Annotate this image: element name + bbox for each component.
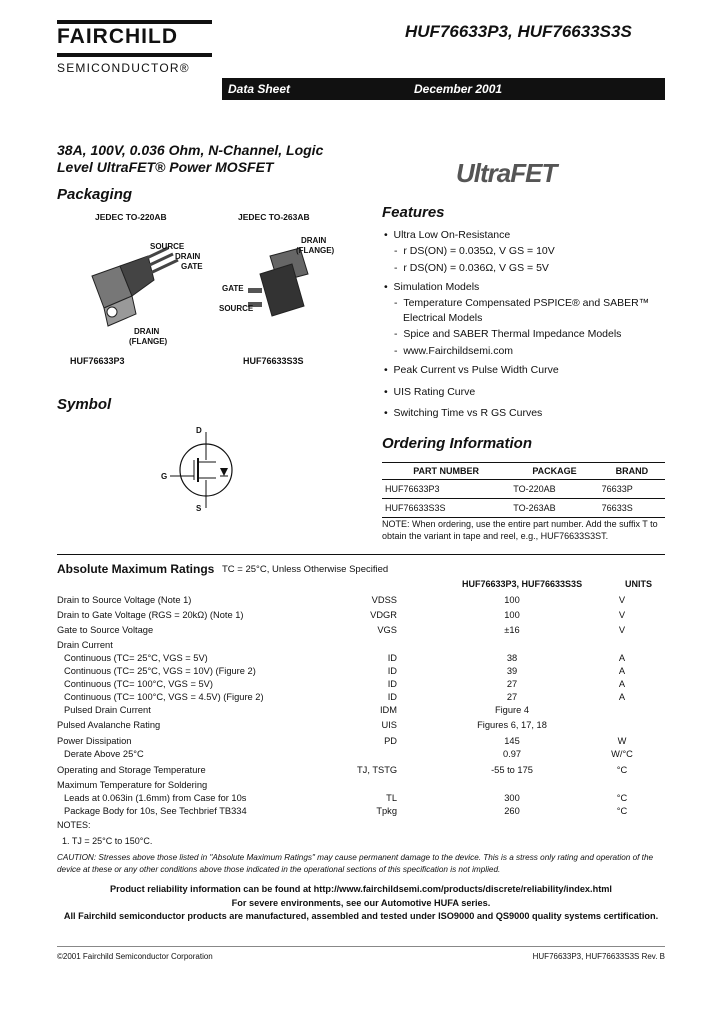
- amr-row: Gate to Source Voltage VGS ±16 V: [57, 625, 626, 635]
- to263-package-icon: [248, 248, 308, 316]
- pkg1-source-label: SOURCE: [150, 242, 185, 251]
- symbol-pin-s: S: [196, 504, 202, 513]
- amr-row: Pulsed Avalanche Rating UIS Figures 6, 17, 18: [57, 720, 547, 730]
- footer-divider: [57, 946, 665, 947]
- pkg2-source-label: SOURCE: [219, 304, 254, 313]
- amr-row: Continuous (TC= 25°C, VGS = 5V) ID 38 A: [64, 653, 626, 663]
- pkg1-drain-label: DRAIN: [175, 252, 201, 261]
- feature-item: • Peak Current vs Pulse Width Curve: [384, 364, 559, 376]
- semiconductor-logo: SEMICONDUCTOR®: [57, 61, 190, 75]
- feature-item: • Ultra Low On-Resistance: [384, 229, 511, 241]
- symbol-pin-d: D: [196, 426, 202, 435]
- amr-row: Continuous (TC= 100°C, VGS = 5V) ID 27 A: [64, 679, 626, 689]
- table-cell: TO-220AB: [510, 480, 598, 499]
- quality-info: All Fairchild semiconductor products are manufactured, assembled and tested under ISO9000 and QS9000 quality systems certification.: [63, 911, 659, 921]
- amr-row: Drain to Gate Voltage (RGS = 20kΩ) (Note 1) VDGR 100 V: [57, 610, 626, 620]
- logo-top-bar: [57, 20, 212, 24]
- divider: [57, 554, 665, 555]
- feature-sub-item: - Spice and SABER Thermal Impedance Models: [394, 328, 622, 340]
- ordering-table: [382, 462, 665, 518]
- amr-row: Drain Current: [57, 640, 113, 650]
- col-part-number: PART NUMBER: [382, 463, 510, 480]
- note-1: 1. TJ = 25°C to 150°C.: [62, 836, 153, 846]
- amr-col-units: UNITS: [625, 579, 652, 589]
- feature-item: • Switching Time vs R GS Curves: [384, 407, 543, 419]
- amr-row: Derate Above 25°C 0.97 W/°C: [64, 749, 633, 759]
- table-cell: TO-263AB: [510, 499, 598, 518]
- feature-sub-item: - r DS(ON) = 0.036Ω, V GS = 5V: [394, 262, 549, 274]
- amr-row: Pulsed Drain Current IDM Figure 4: [64, 705, 530, 715]
- ordering-note: NOTE: When ordering, use the entire part number. Add the suffix T to obtain the variant in tape and reel, e.g., HUF76633S3ST.: [382, 519, 658, 541]
- feature-sub-item: - www.Fairchildsemi.com: [394, 345, 514, 357]
- features-heading: Features: [382, 204, 445, 221]
- product-title: [57, 142, 323, 176]
- feature-sub-item: - Temperature Compensated PSPICE® and SABER™: [394, 297, 650, 309]
- pkg2-title: JEDEC TO-263AB: [238, 212, 310, 222]
- amr-title: Absolute Maximum Ratings: [57, 562, 215, 576]
- feature-sub-item: Electrical Models: [403, 312, 483, 324]
- reliability-info: Product reliability information can be found at http://www.fairchildsemi.com/products/discrete/reliability/index.html: [110, 884, 612, 894]
- pkg1-gate-label: GATE: [181, 262, 203, 271]
- banner-label: Data Sheet: [228, 82, 291, 96]
- amr-row: Leads at 0.063in (1.6mm) from Case for 10s TL 300 °C: [64, 793, 628, 803]
- copyright: ©2001 Fairchild Semiconductor Corporation: [57, 952, 213, 961]
- revision: HUF76633P3, HUF76633S3S Rev. B: [532, 952, 665, 961]
- table-cell: 76633S: [599, 499, 665, 518]
- amr-subtitle: TC = 25°C, Unless Otherwise Specified: [222, 564, 389, 575]
- caution-text: CAUTION: Stresses above those listed in "Absolute Maximum Ratings" may cause permanent damage to the device. This is a stress only rating and operation of the device at these or any other conditions above those indicated in the operational sections of this specification is not implied.: [57, 853, 654, 874]
- feature-item: • UIS Rating Curve: [384, 386, 476, 398]
- amr-row: Continuous (TC= 100°C, VGS = 4.5V) (Figure 2) ID 27 A: [64, 692, 626, 702]
- pkg1-flange-label: (FLANGE): [129, 337, 168, 346]
- amr-row: Maximum Temperature for Soldering: [57, 780, 208, 790]
- pkg1-title: JEDEC TO-220AB: [95, 212, 167, 222]
- table-cell: HUF76633S3S: [382, 499, 510, 518]
- amr-col-part: HUF76633P3, HUF76633S3S: [462, 579, 583, 589]
- amr-row: Continuous (TC= 25°C, VGS = 10V) (Figure 2) ID 39 A: [64, 666, 626, 676]
- table-row: [382, 480, 665, 499]
- amr-row: Power Dissipation PD 145 W: [57, 736, 627, 746]
- data-sheet-banner: [222, 78, 665, 100]
- feature-item: • Simulation Models: [384, 281, 480, 293]
- severe-env-info: For severe environments, see our Automotive HUFA series.: [231, 898, 491, 908]
- amr-row: Drain to Source Voltage (Note 1) VDSS 100 V: [57, 595, 626, 605]
- part-title: HUF76633P3, HUF76633S3S: [405, 22, 632, 41]
- table-cell: HUF76633P3: [382, 480, 510, 499]
- to220-package-icon: [92, 248, 178, 326]
- banner-date: December 2001: [414, 82, 503, 96]
- table-row: [382, 499, 665, 518]
- title-line-2: Level UltraFET® Power MOSFET: [57, 159, 274, 175]
- ultrafet-logo: UltraFET: [456, 158, 557, 188]
- packaging-heading: Packaging: [57, 186, 133, 203]
- pkg2-flange-label: (FLANGE): [296, 246, 335, 255]
- ordering-heading: Ordering Information: [382, 435, 532, 452]
- pkg1-part: HUF76633P3: [70, 356, 125, 366]
- col-package: PACKAGE: [510, 463, 598, 480]
- fairchild-logo: FAIRCHILD: [57, 25, 178, 48]
- title-line-1: 38A, 100V, 0.036 Ohm, N-Channel, Logic: [57, 142, 324, 158]
- pkg2-gate-label: GATE: [222, 284, 244, 293]
- pkg1-drain-flange-label: DRAIN: [134, 327, 160, 336]
- amr-row: Operating and Storage Temperature TJ, TSTG -55 to 175 °C: [57, 765, 628, 775]
- symbol-heading: Symbol: [57, 396, 112, 413]
- amr-row: Package Body for 10s, See Techbrief TB334 Tpkg 260 °C: [64, 806, 628, 816]
- pkg2-drain-label: DRAIN: [301, 236, 327, 245]
- feature-sub-item: - r DS(ON) = 0.035Ω, V GS = 10V: [394, 245, 555, 257]
- pkg2-part: HUF76633S3S: [243, 356, 304, 366]
- logo-bottom-bar: [57, 53, 212, 57]
- col-brand: BRAND: [599, 463, 665, 480]
- symbol-pin-g: G: [161, 472, 168, 481]
- table-cell: 76633P: [599, 480, 665, 499]
- mosfet-symbol-icon: [158, 424, 248, 514]
- notes-label: NOTES:: [57, 820, 91, 830]
